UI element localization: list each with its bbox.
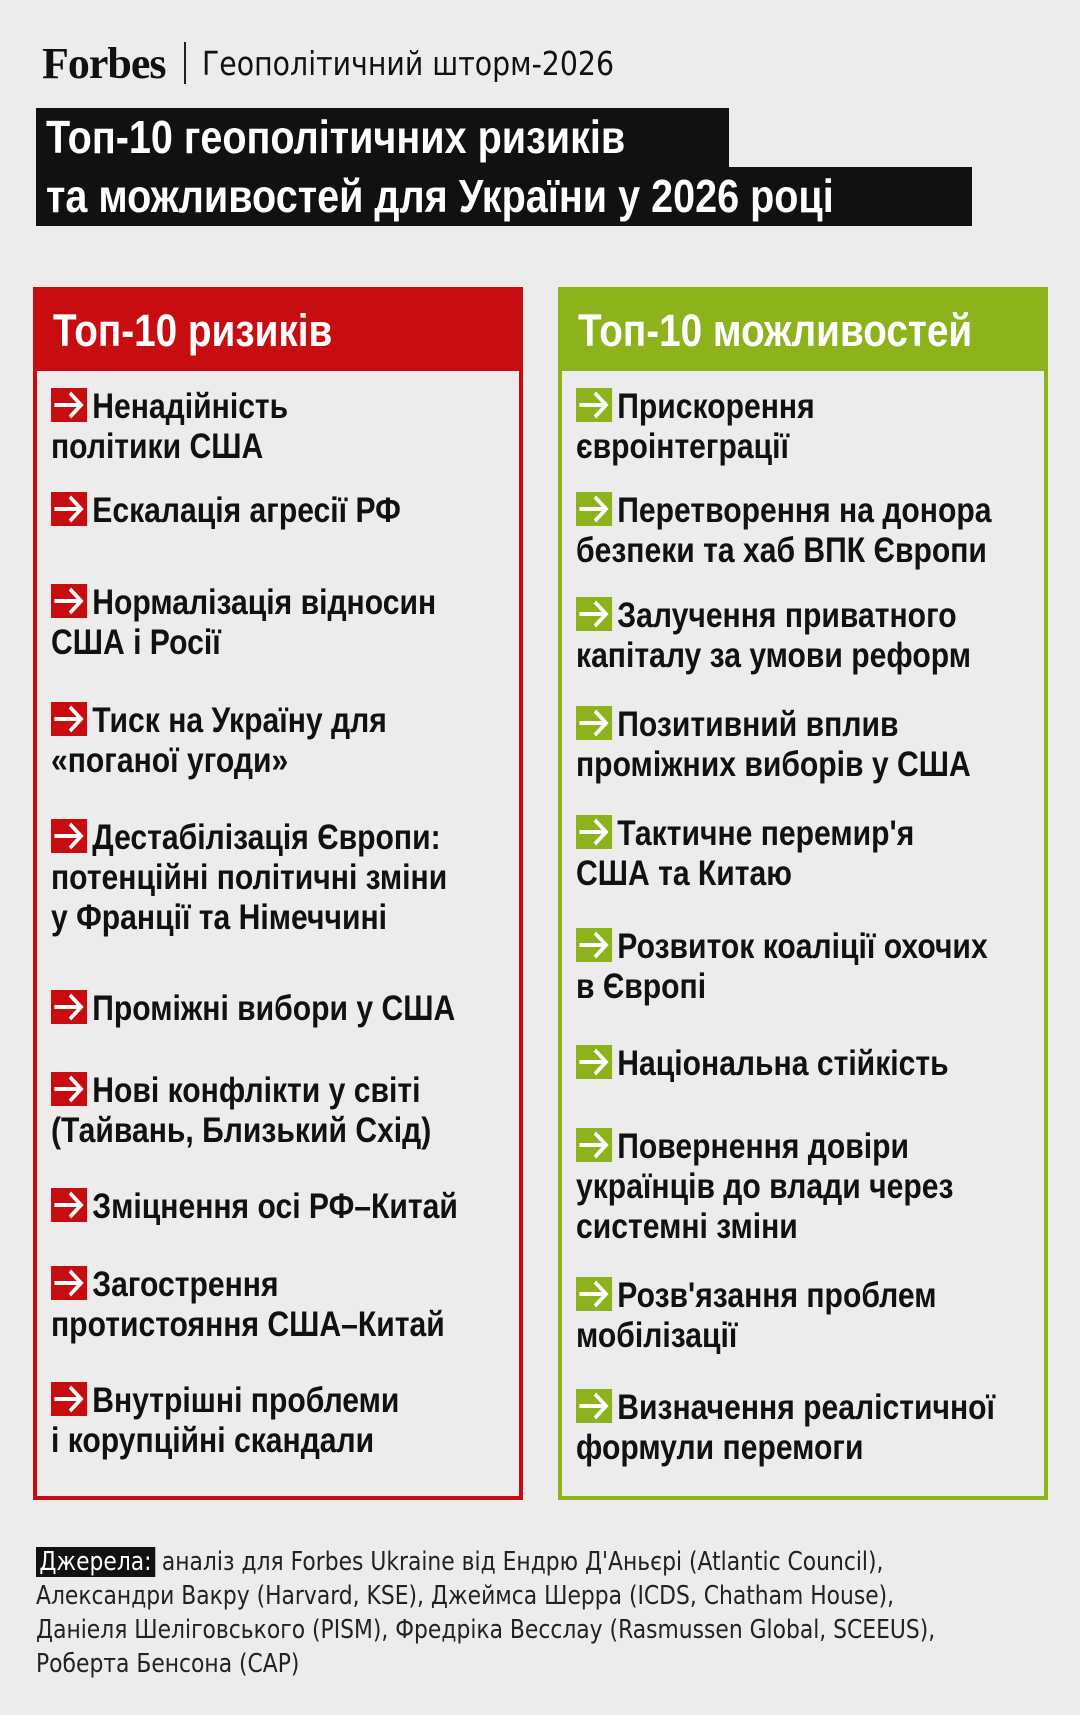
arrow-right-icon [576, 1045, 612, 1079]
item-line: Визначення реалістичної [617, 1388, 996, 1427]
item-line: у Франції та Німеччині [51, 898, 388, 937]
risks-panel [33, 287, 523, 1500]
item-line: Повернення довіри [617, 1127, 909, 1166]
arrow-right-icon [576, 815, 612, 849]
title-line-2: та можливостей для України у 2026 році [36, 167, 972, 226]
masthead-divider [184, 42, 186, 84]
item-line: євроінтеграції [576, 427, 789, 466]
opportunities-item-7 [576, 1044, 1046, 1084]
item-line: США і Росії [51, 623, 221, 662]
forbes-logo: Forbes [42, 38, 166, 88]
item-line: Внутрішні проблеми [92, 1381, 400, 1420]
risks-item-10 [51, 1381, 521, 1461]
arrow-right-icon [51, 584, 87, 618]
title-line-1: Топ-10 геополітичних ризиків [36, 108, 729, 167]
arrow-right-icon [576, 1389, 612, 1423]
item-line: українців до влади через [576, 1167, 954, 1206]
arrow-right-icon [51, 388, 87, 422]
risks-item-9 [51, 1265, 521, 1345]
opportunities-item-5 [576, 814, 1046, 894]
arrow-right-icon [576, 706, 612, 740]
sources-label: Джерела: [36, 1547, 155, 1577]
arrow-right-icon [51, 1266, 87, 1300]
arrow-right-icon [576, 1128, 612, 1162]
opportunities-item-6 [576, 927, 1046, 1007]
arrow-right-icon [51, 1072, 87, 1106]
risks-item-3 [51, 583, 521, 663]
item-line: Перетворення на донора [617, 491, 992, 530]
item-line: Нові конфлікти у світі [92, 1071, 421, 1110]
item-line: Прискорення [617, 387, 815, 426]
risks-header: Топ-10 ризиків [37, 291, 519, 371]
arrow-right-icon [576, 928, 612, 962]
opportunities-item-9 [576, 1276, 1046, 1356]
opportunities-header: Топ-10 можливостей [562, 291, 1044, 371]
item-line: Тактичне перемир'я [617, 814, 915, 853]
item-line: безпеки та хаб ВПК Європи [576, 531, 987, 570]
arrow-right-icon [51, 702, 87, 736]
risks-item-8 [51, 1187, 521, 1227]
sources-note [36, 1545, 1046, 1681]
opportunities-item-3 [576, 596, 1046, 676]
sources-line-4: Роберта Бенсона (CAP) [36, 1649, 300, 1679]
item-line: Залучення приватного [617, 596, 957, 635]
arrow-right-icon [51, 990, 87, 1024]
opportunities-item-1 [576, 387, 1046, 467]
sources-line-3: Даніеля Шеліговського (PISM), Фредріка Весслау (Rasmussen Global, SCEEUS), [36, 1615, 936, 1645]
arrow-right-icon [576, 492, 612, 526]
item-line: Національна стійкість [617, 1044, 949, 1083]
item-line: Ненадійність [92, 387, 289, 426]
series-title: Геополітичний шторм-2026 [201, 43, 614, 83]
risks-item-1 [51, 387, 521, 467]
item-line: Тиск на Україну для [92, 701, 387, 740]
risks-item-6 [51, 989, 521, 1029]
item-line: формули перемоги [576, 1428, 864, 1467]
item-line: Зміцнення осі РФ–Китай [92, 1187, 458, 1226]
item-line: «поганої угоди» [51, 741, 289, 780]
risks-item-5 [51, 818, 521, 938]
item-line: Розвиток коаліції охочих [617, 927, 988, 966]
item-line: Нормалізація відносин [92, 583, 437, 622]
item-line: Ескалація агресії РФ [92, 491, 401, 530]
item-line: Розв'язання проблем [617, 1276, 937, 1315]
item-line: і корупційні скандали [51, 1421, 375, 1460]
item-line: потенційні політичні зміни [51, 858, 448, 897]
item-line: США та Китаю [576, 854, 792, 893]
risks-item-2 [51, 491, 521, 531]
arrow-right-icon [51, 819, 87, 853]
arrow-right-icon [576, 1277, 612, 1311]
opportunities-item-10 [576, 1388, 1046, 1468]
masthead [42, 38, 681, 88]
sources-line-2: Александри Вакру (Harvard, KSE), Джеймса Шерра (ICDS, Chatham House), [36, 1581, 895, 1611]
arrow-right-icon [576, 388, 612, 422]
arrow-right-icon [51, 1188, 87, 1222]
arrow-right-icon [576, 597, 612, 631]
item-line: проміжних виборів у США [576, 745, 971, 784]
arrow-right-icon [51, 492, 87, 526]
item-line: капіталу за умови реформ [576, 636, 972, 675]
opportunities-panel [558, 287, 1048, 1500]
item-line: протистояння США–Китай [51, 1305, 445, 1344]
opportunities-item-4 [576, 705, 1046, 785]
risks-item-7 [51, 1071, 521, 1151]
item-line: Проміжні вибори у США [92, 989, 456, 1028]
item-line: системні зміни [576, 1207, 798, 1246]
item-line: Позитивний вплив [617, 705, 899, 744]
opportunities-item-2 [576, 491, 1046, 571]
item-line: Дестабілізація Європи: [92, 818, 441, 857]
item-line: в Європі [576, 967, 707, 1006]
item-line: політики США [51, 427, 264, 466]
risks-item-4 [51, 701, 521, 781]
item-line: (Тайвань, Близький Схід) [51, 1111, 432, 1150]
page-title [36, 108, 972, 226]
item-line: мобілізації [576, 1316, 738, 1355]
item-line: Загострення [92, 1265, 279, 1304]
sources-line-1: аналіз для Forbes Ukraine від Ендрю Д'Аньєрі (Atlantic Council), [154, 1547, 884, 1577]
opportunities-item-8 [576, 1127, 1046, 1247]
arrow-right-icon [51, 1382, 87, 1416]
